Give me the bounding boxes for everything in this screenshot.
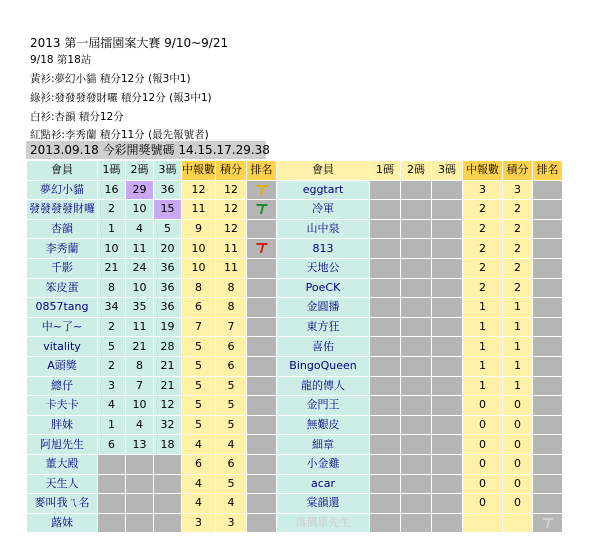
col-n3-2: 3碼 <box>432 161 463 181</box>
member-name: 笨皮蛋 <box>27 278 98 298</box>
score-value: 5 <box>216 396 247 416</box>
member-name: 冷軍 <box>277 200 370 220</box>
pick-number: 2 <box>98 200 126 220</box>
score-value: 6 <box>216 337 247 357</box>
table-row <box>27 494 563 514</box>
pick-number <box>432 513 463 533</box>
hits-value: 10 <box>182 258 216 278</box>
score-value: 5 <box>216 474 247 494</box>
score-value: 0 <box>503 396 533 416</box>
score-value: 7 <box>216 317 247 337</box>
pick-number <box>401 219 432 239</box>
hits-value: 3 <box>463 180 503 200</box>
table-row <box>27 180 563 200</box>
pick-number <box>370 356 401 376</box>
hits-value: 5 <box>182 337 216 357</box>
pick-number: 11 <box>126 239 154 259</box>
hits-value: 5 <box>182 356 216 376</box>
pick-number <box>401 454 432 474</box>
hits-value: 4 <box>182 494 216 514</box>
hits-value: 10 <box>182 239 216 259</box>
table-row <box>27 454 563 474</box>
score-value: 5 <box>216 415 247 435</box>
table-row <box>27 317 563 337</box>
score-value: 1 <box>503 317 533 337</box>
pick-number: 35 <box>126 298 154 318</box>
pick-number: 36 <box>154 278 182 298</box>
col-n1-2: 1碼 <box>370 161 401 181</box>
pick-number <box>401 317 432 337</box>
pick-number <box>401 239 432 259</box>
score-value: 8 <box>216 278 247 298</box>
score-value: 0 <box>503 415 533 435</box>
rank-cell <box>533 454 563 474</box>
pick-number <box>432 258 463 278</box>
pick-number: 3 <box>98 376 126 396</box>
score-value: 11 <box>216 258 247 278</box>
rank-cell <box>533 513 563 533</box>
rank-cell <box>533 435 563 455</box>
member-name: 發發發發財囉 <box>27 200 98 220</box>
pick-number: 8 <box>98 278 126 298</box>
member-name: acar <box>277 474 370 494</box>
hits-value: 1 <box>463 337 503 357</box>
pick-number <box>154 494 182 514</box>
pick-number: 7 <box>126 376 154 396</box>
score-value: 1 <box>503 337 533 357</box>
pick-number: 34 <box>98 298 126 318</box>
hits-value: 2 <box>463 258 503 278</box>
member-name: 山中泉 <box>277 219 370 239</box>
jersey-icon <box>255 203 269 215</box>
member-name: 董大殿 <box>27 454 98 474</box>
hits-value: 2 <box>463 200 503 220</box>
pick-number: 36 <box>154 298 182 318</box>
pick-number <box>98 474 126 494</box>
pick-number <box>401 278 432 298</box>
member-name: 天地公 <box>277 258 370 278</box>
pick-number: 15 <box>154 200 182 220</box>
score-value: 2 <box>503 258 533 278</box>
hits-value <box>463 513 503 533</box>
pick-number <box>154 513 182 533</box>
member-name: 無艱皮 <box>277 415 370 435</box>
member-name: 李秀蘭 <box>27 239 98 259</box>
rank-cell <box>247 239 277 259</box>
rank-cell <box>247 258 277 278</box>
pick-number <box>401 494 432 514</box>
col-score-2: 積分 <box>503 161 533 181</box>
pick-number <box>432 474 463 494</box>
pick-number <box>401 200 432 220</box>
gold-jersey-line: 黃衫:夢幻小貓 積分12分 (報3中1) <box>30 73 191 85</box>
green-jersey-line: 綠衫:發發發發財囉 積分12分 (報3中1) <box>30 92 212 104</box>
pick-number <box>370 239 401 259</box>
rank-cell <box>247 298 277 318</box>
pick-number <box>154 454 182 474</box>
pick-number: 1 <box>98 219 126 239</box>
pick-number: 4 <box>126 415 154 435</box>
hits-value: 12 <box>182 180 216 200</box>
hits-value: 9 <box>182 219 216 239</box>
col-hits-2: 中報數 <box>463 161 503 181</box>
hits-value: 5 <box>182 396 216 416</box>
table-row <box>27 396 563 416</box>
score-value: 6 <box>216 454 247 474</box>
pick-number <box>370 278 401 298</box>
pick-number <box>370 317 401 337</box>
rank-cell <box>247 219 277 239</box>
rank-cell <box>533 337 563 357</box>
hits-value: 0 <box>463 494 503 514</box>
member-name: 細章 <box>277 435 370 455</box>
col-n1: 1碼 <box>98 161 126 181</box>
pick-number <box>432 317 463 337</box>
member-name: 金門王 <box>277 396 370 416</box>
hits-value: 11 <box>182 200 216 220</box>
rank-cell <box>533 356 563 376</box>
table-row <box>27 200 563 220</box>
pick-number <box>401 298 432 318</box>
score-value: 4 <box>216 494 247 514</box>
pick-number <box>370 435 401 455</box>
hits-value: 4 <box>182 474 216 494</box>
pick-number: 4 <box>126 219 154 239</box>
member-name: 中~了~ <box>27 317 98 337</box>
rank-cell <box>247 474 277 494</box>
pick-number <box>401 356 432 376</box>
pick-number <box>432 239 463 259</box>
rank-cell <box>533 278 563 298</box>
pick-number: 21 <box>154 376 182 396</box>
member-name: 喜佑 <box>277 337 370 357</box>
pick-number <box>432 376 463 396</box>
member-name: A頭獎 <box>27 356 98 376</box>
pick-number <box>432 180 463 200</box>
member-name: eggtart <box>277 180 370 200</box>
col-rank: 排名 <box>247 161 277 181</box>
score-value: 4 <box>216 435 247 455</box>
score-value: 12 <box>216 219 247 239</box>
score-value: 3 <box>503 180 533 200</box>
member-name: 麥叫我ㄟ名 <box>27 494 98 514</box>
pick-number: 5 <box>154 219 182 239</box>
col-member: 會員 <box>27 161 98 181</box>
standings-table <box>26 160 563 533</box>
pick-number <box>126 454 154 474</box>
col-score: 積分 <box>216 161 247 181</box>
hits-value: 2 <box>463 239 503 259</box>
pick-number: 10 <box>98 239 126 259</box>
rank-cell <box>533 396 563 416</box>
score-value: 2 <box>503 200 533 220</box>
jersey-icon <box>255 184 269 196</box>
pick-number: 10 <box>126 200 154 220</box>
table-row <box>27 278 563 298</box>
hits-value: 2 <box>463 219 503 239</box>
pick-number <box>370 298 401 318</box>
score-value: 0 <box>503 435 533 455</box>
score-value: 2 <box>503 278 533 298</box>
pick-number: 16 <box>98 180 126 200</box>
pick-number <box>370 180 401 200</box>
score-value: 8 <box>216 298 247 318</box>
member-name: PoeCK <box>277 278 370 298</box>
pick-number <box>432 337 463 357</box>
pick-number <box>370 494 401 514</box>
rank-cell <box>247 415 277 435</box>
member-name: 千影 <box>27 258 98 278</box>
red-jersey-line: 紅點衫:李秀蘭 積分11分 (最先報號者) <box>30 129 209 141</box>
pick-number: 36 <box>154 180 182 200</box>
member-name: 蕗妹 <box>27 513 98 533</box>
pick-number: 29 <box>126 180 154 200</box>
member-name: BingoQueen <box>277 356 370 376</box>
hits-value: 2 <box>463 278 503 298</box>
score-value: 3 <box>216 513 247 533</box>
rank-cell <box>247 454 277 474</box>
pick-number <box>370 474 401 494</box>
table-row <box>27 298 563 318</box>
pick-number <box>432 435 463 455</box>
rank-cell <box>533 494 563 514</box>
rank-cell <box>247 376 277 396</box>
header-row <box>27 161 563 181</box>
date-line: 9/18 第18站 <box>30 54 92 66</box>
hits-value: 7 <box>182 317 216 337</box>
hits-value: 5 <box>182 415 216 435</box>
pick-number: 19 <box>154 317 182 337</box>
rank-cell <box>533 415 563 435</box>
score-value: 2 <box>503 219 533 239</box>
table-row <box>27 474 563 494</box>
rank-cell <box>247 278 277 298</box>
pick-number: 6 <box>98 435 126 455</box>
score-value: 0 <box>503 454 533 474</box>
pick-number <box>401 376 432 396</box>
pick-number: 13 <box>126 435 154 455</box>
hits-value: 0 <box>463 415 503 435</box>
col-n2: 2碼 <box>126 161 154 181</box>
pick-number: 21 <box>126 337 154 357</box>
pick-number: 36 <box>154 258 182 278</box>
hits-value: 3 <box>182 513 216 533</box>
pick-number <box>432 396 463 416</box>
score-value: 11 <box>216 239 247 259</box>
white-jersey-line: 白衫:杏韻 積分12分 <box>30 111 124 123</box>
pick-number <box>401 474 432 494</box>
pick-number: 24 <box>126 258 154 278</box>
rank-cell <box>533 239 563 259</box>
pick-number <box>432 356 463 376</box>
draw-numbers-banner: 2013.09.18 今彩開獎號碼 14.15.17.29.38 <box>26 141 266 159</box>
score-value <box>503 513 533 533</box>
pick-number <box>432 200 463 220</box>
score-value: 0 <box>503 474 533 494</box>
member-name: 棠韻還 <box>277 494 370 514</box>
pick-number: 11 <box>126 317 154 337</box>
score-value: 1 <box>503 356 533 376</box>
rank-cell <box>247 513 277 533</box>
hits-value: 4 <box>182 435 216 455</box>
page-title: 2013 第一屆擂園案大賽 9/10~9/21 <box>30 36 229 50</box>
rank-cell <box>247 435 277 455</box>
member-name: 金圓播 <box>277 298 370 318</box>
member-name: 0857tang <box>27 298 98 318</box>
hits-value: 1 <box>463 356 503 376</box>
table-row <box>27 356 563 376</box>
score-value: 12 <box>216 200 247 220</box>
table-row <box>27 258 563 278</box>
pick-number: 8 <box>126 356 154 376</box>
member-name: 胖妹 <box>27 415 98 435</box>
hits-value: 1 <box>463 376 503 396</box>
pick-number <box>401 513 432 533</box>
pick-number <box>126 494 154 514</box>
member-name: 龍的傳人 <box>277 376 370 396</box>
col-hits: 中報數 <box>182 161 216 181</box>
rank-cell <box>247 180 277 200</box>
member-name: 813 <box>277 239 370 259</box>
pick-number <box>401 415 432 435</box>
jersey-icon <box>255 242 269 254</box>
pick-number <box>370 415 401 435</box>
pick-number: 5 <box>98 337 126 357</box>
pick-number <box>432 219 463 239</box>
pick-number: 28 <box>154 337 182 357</box>
pick-number <box>370 454 401 474</box>
table-row <box>27 513 563 533</box>
rank-cell <box>533 200 563 220</box>
pick-number <box>401 396 432 416</box>
pick-number <box>98 513 126 533</box>
pick-number <box>370 513 401 533</box>
score-value: 12 <box>216 180 247 200</box>
member-name: 東方狂 <box>277 317 370 337</box>
pick-number: 1 <box>98 415 126 435</box>
table-row <box>27 415 563 435</box>
score-value: 2 <box>503 239 533 259</box>
member-name: vitality <box>27 337 98 357</box>
col-member-2: 會員 <box>277 161 370 181</box>
rank-cell <box>533 474 563 494</box>
score-value: 5 <box>216 376 247 396</box>
pick-number: 10 <box>126 278 154 298</box>
table-row <box>27 239 563 259</box>
col-n2-2: 2碼 <box>401 161 432 181</box>
rank-cell <box>247 337 277 357</box>
pick-number <box>401 337 432 357</box>
pick-number: 32 <box>154 415 182 435</box>
pick-number: 10 <box>126 396 154 416</box>
jersey-icon <box>541 517 555 529</box>
score-value: 6 <box>216 356 247 376</box>
member-name: 落價單先生 <box>277 513 370 533</box>
rank-cell <box>533 376 563 396</box>
member-name: 小金雞 <box>277 454 370 474</box>
pick-number: 21 <box>98 258 126 278</box>
member-name: 卡夫卡 <box>27 396 98 416</box>
rank-cell <box>533 180 563 200</box>
rank-cell <box>247 200 277 220</box>
pick-number <box>98 454 126 474</box>
table-row <box>27 219 563 239</box>
pick-number <box>98 494 126 514</box>
hits-value: 1 <box>463 317 503 337</box>
member-name: 杏韻 <box>27 219 98 239</box>
hits-value: 6 <box>182 454 216 474</box>
hits-value: 1 <box>463 298 503 318</box>
pick-number: 20 <box>154 239 182 259</box>
pick-number <box>401 258 432 278</box>
hits-value: 0 <box>463 396 503 416</box>
pick-number: 2 <box>98 317 126 337</box>
hits-value: 8 <box>182 278 216 298</box>
score-value: 1 <box>503 376 533 396</box>
hits-value: 0 <box>463 435 503 455</box>
col-n3: 3碼 <box>154 161 182 181</box>
col-rank-2: 排名 <box>533 161 563 181</box>
hits-value: 0 <box>463 454 503 474</box>
pick-number: 4 <box>98 396 126 416</box>
hits-value: 0 <box>463 474 503 494</box>
pick-number <box>370 337 401 357</box>
pick-number <box>370 219 401 239</box>
pick-number <box>432 278 463 298</box>
rank-cell <box>247 356 277 376</box>
pick-number <box>432 454 463 474</box>
hits-value: 5 <box>182 376 216 396</box>
pick-number: 21 <box>154 356 182 376</box>
table-row <box>27 376 563 396</box>
rank-cell <box>247 317 277 337</box>
rank-cell <box>247 396 277 416</box>
member-name: 總仔 <box>27 376 98 396</box>
pick-number: 2 <box>98 356 126 376</box>
rank-cell <box>247 494 277 514</box>
member-name: 阿旭先生 <box>27 435 98 455</box>
pick-number <box>432 298 463 318</box>
member-name: 天生人 <box>27 474 98 494</box>
table-row <box>27 435 563 455</box>
rank-cell <box>533 258 563 278</box>
pick-number <box>126 513 154 533</box>
pick-number <box>401 180 432 200</box>
pick-number <box>432 494 463 514</box>
pick-number: 18 <box>154 435 182 455</box>
rank-cell <box>533 317 563 337</box>
rank-cell <box>533 298 563 318</box>
score-value: 0 <box>503 494 533 514</box>
pick-number: 12 <box>154 396 182 416</box>
rank-cell <box>533 219 563 239</box>
pick-number <box>370 258 401 278</box>
pick-number <box>370 200 401 220</box>
pick-number <box>154 474 182 494</box>
pick-number <box>401 435 432 455</box>
member-name: 夢幻小貓 <box>27 180 98 200</box>
score-value: 1 <box>503 298 533 318</box>
pick-number <box>126 474 154 494</box>
table-row <box>27 337 563 357</box>
pick-number <box>370 376 401 396</box>
pick-number <box>370 396 401 416</box>
pick-number <box>432 415 463 435</box>
hits-value: 6 <box>182 298 216 318</box>
